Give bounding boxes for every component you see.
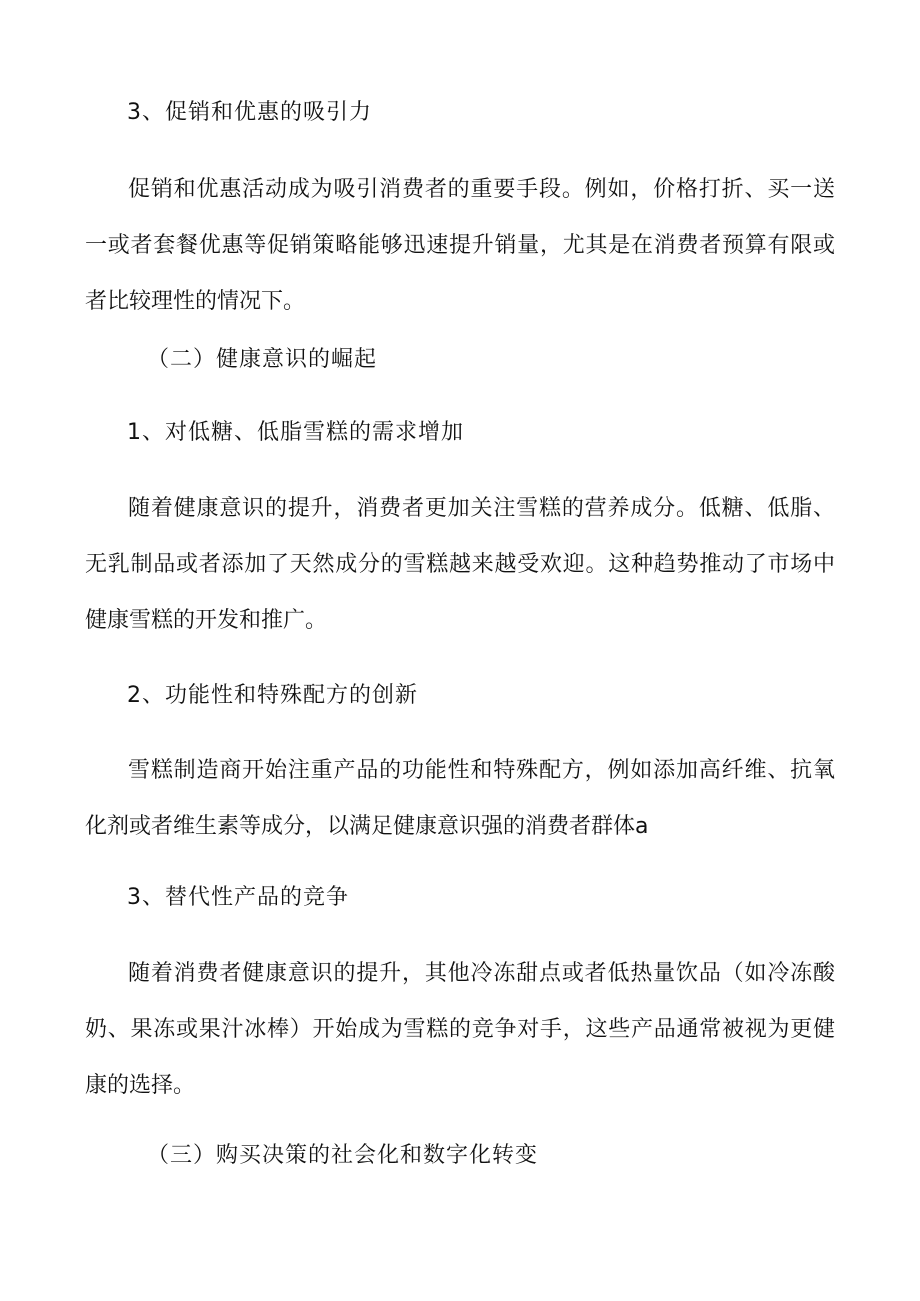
heading-promotion-appeal: 3、促销和优惠的吸引力 [127, 100, 372, 125]
section-heading-health-awareness: （二）健康意识的崛起 [147, 347, 378, 372]
heading-substitute-competition: 3、替代性产品的竞争 [127, 885, 349, 910]
heading-functional-innovation: 2、功能性和特殊配方的创新 [127, 683, 418, 708]
paragraph-line: 奶、果冻或果汁冰棒）开始成为雪糕的竞争对手，这些产品通常被视为更健 [85, 1017, 835, 1042]
paragraph-line: 一或者套餐优惠等促销策略能够迅速提升销量，尤其是在消费者预算有限或 [85, 233, 835, 258]
paragraph-line: 康的选择。 [85, 1073, 196, 1098]
paragraph-line: 随着健康意识的提升，消费者更加关注雪糕的营养成分。低糖、低脂、 [128, 496, 835, 521]
paragraph-line: 化剂或者维生素等成分，以满足健康意识强的消费者群体a [85, 814, 649, 839]
paragraph-line: 者比较理性的情况下。 [85, 289, 306, 314]
heading-low-sugar-demand: 1、对低糖、低脂雪糕的需求增加 [127, 420, 464, 445]
section-heading-social-digital: （三）购买决策的社会化和数字化转变 [147, 1143, 539, 1168]
paragraph-line: 促销和优惠活动成为吸引消费者的重要手段。例如，价格打折、买一送 [128, 177, 835, 202]
paragraph-line: 健康雪糕的开发和推广。 [85, 608, 328, 633]
paragraph-line: 随着消费者健康意识的提升，其他冷冻甜点或者低热量饮品（如冷冻酸 [128, 961, 835, 986]
paragraph-line: 雪糕制造商开始注重产品的功能性和特殊配方，例如添加高纤维、抗氧 [128, 758, 835, 783]
paragraph-line: 无乳制品或者添加了天然成分的雪糕越来越受欢迎。这种趋势推动了市场中 [85, 552, 835, 577]
